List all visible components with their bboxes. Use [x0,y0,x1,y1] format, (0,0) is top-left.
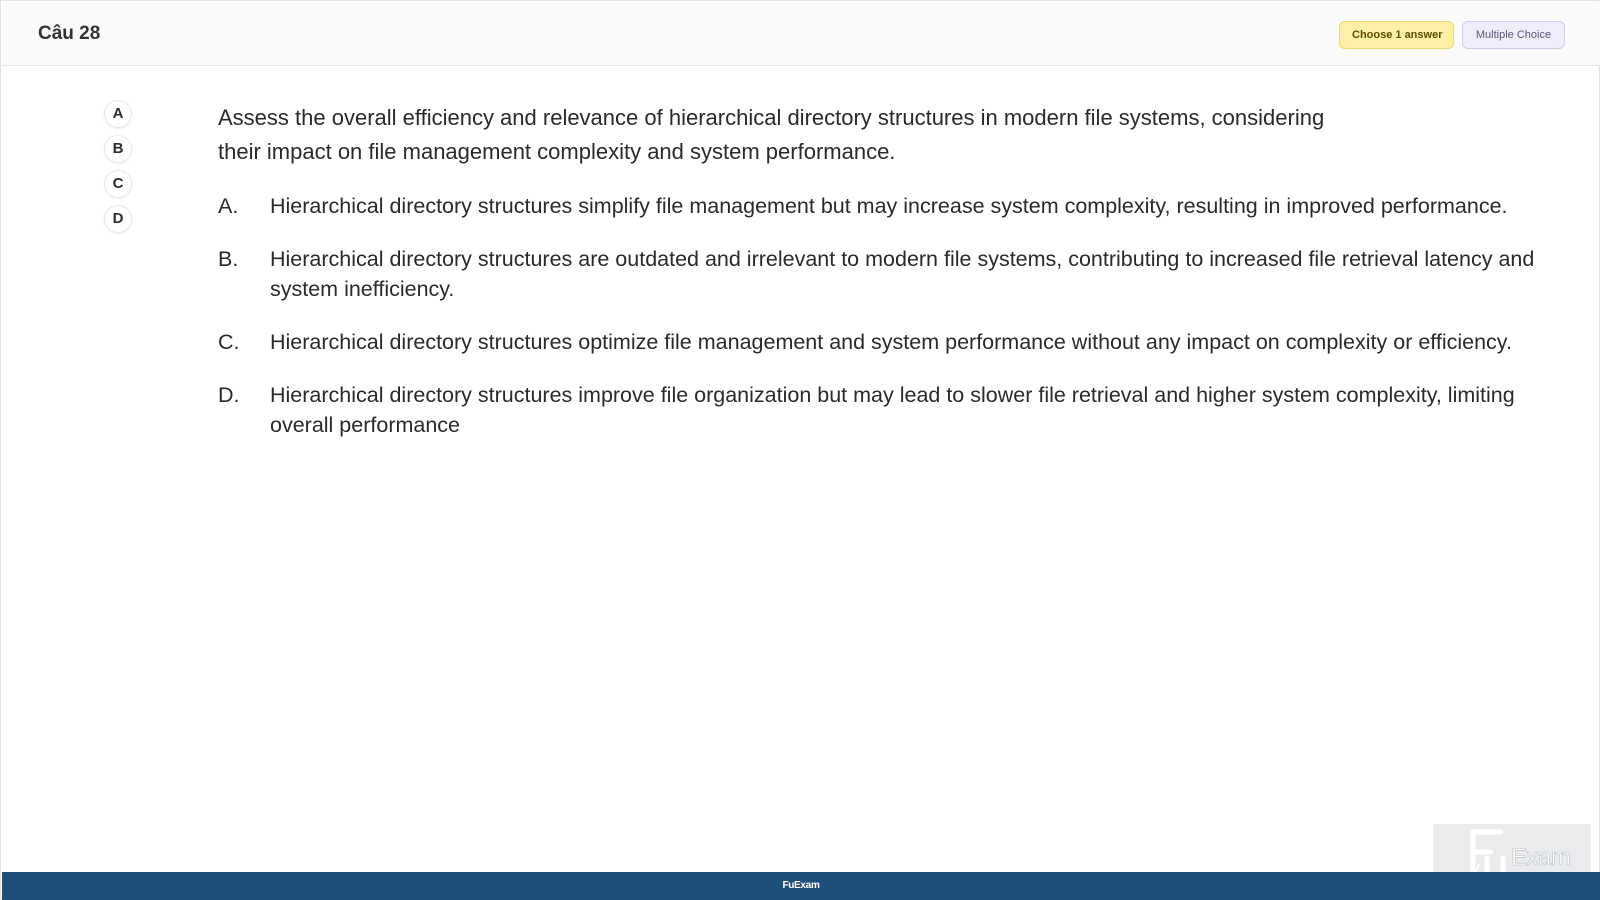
question-number: Câu 28 [38,23,101,44]
answer-nav-b[interactable]: B [105,136,131,162]
option-letter: A. [218,194,239,218]
question-header [2,2,1600,66]
option-c[interactable] [218,327,1558,357]
watermark-text: Exam [1511,844,1571,871]
option-letter: B. [218,247,239,271]
option-text: Hierarchical directory structures improve file organization but may lead to slower file retrieval and higher system complexity, limiting overall performance [270,383,1515,437]
choose-answer-badge: Choose 1 answer [1339,21,1454,49]
answer-nav-d[interactable]: D [105,206,131,232]
option-letter: C. [218,330,240,354]
answer-nav-c[interactable]: C [105,171,131,197]
question-content [218,101,1558,463]
answer-nav-a[interactable]: A [105,101,131,127]
option-text: Hierarchical directory structures are outdated and irrelevant to modern file systems, contributing to increased file retrieval latency and system inefficiency. [270,247,1535,301]
option-a[interactable] [218,191,1558,221]
option-letter: D. [218,383,240,407]
option-b[interactable] [218,244,1558,304]
option-text: Hierarchical directory structures optimize file management and system performance without any impact on complexity or efficiency. [270,330,1512,354]
footer-bar [2,872,1600,900]
answer-nav [105,101,131,241]
question-text: Assess the overall efficiency and relevance of hierarchical directory structures in modern file systems, considering their impact on file management complexity and system performance. [218,105,1325,164]
option-d[interactable] [218,380,1558,440]
footer-brand: FuExam [782,880,820,891]
option-text: Hierarchical directory structures simplify file management but may increase system complexity, resulting in improved performance. [270,194,1508,218]
question-type-badge: Multiple Choice [1462,21,1565,49]
